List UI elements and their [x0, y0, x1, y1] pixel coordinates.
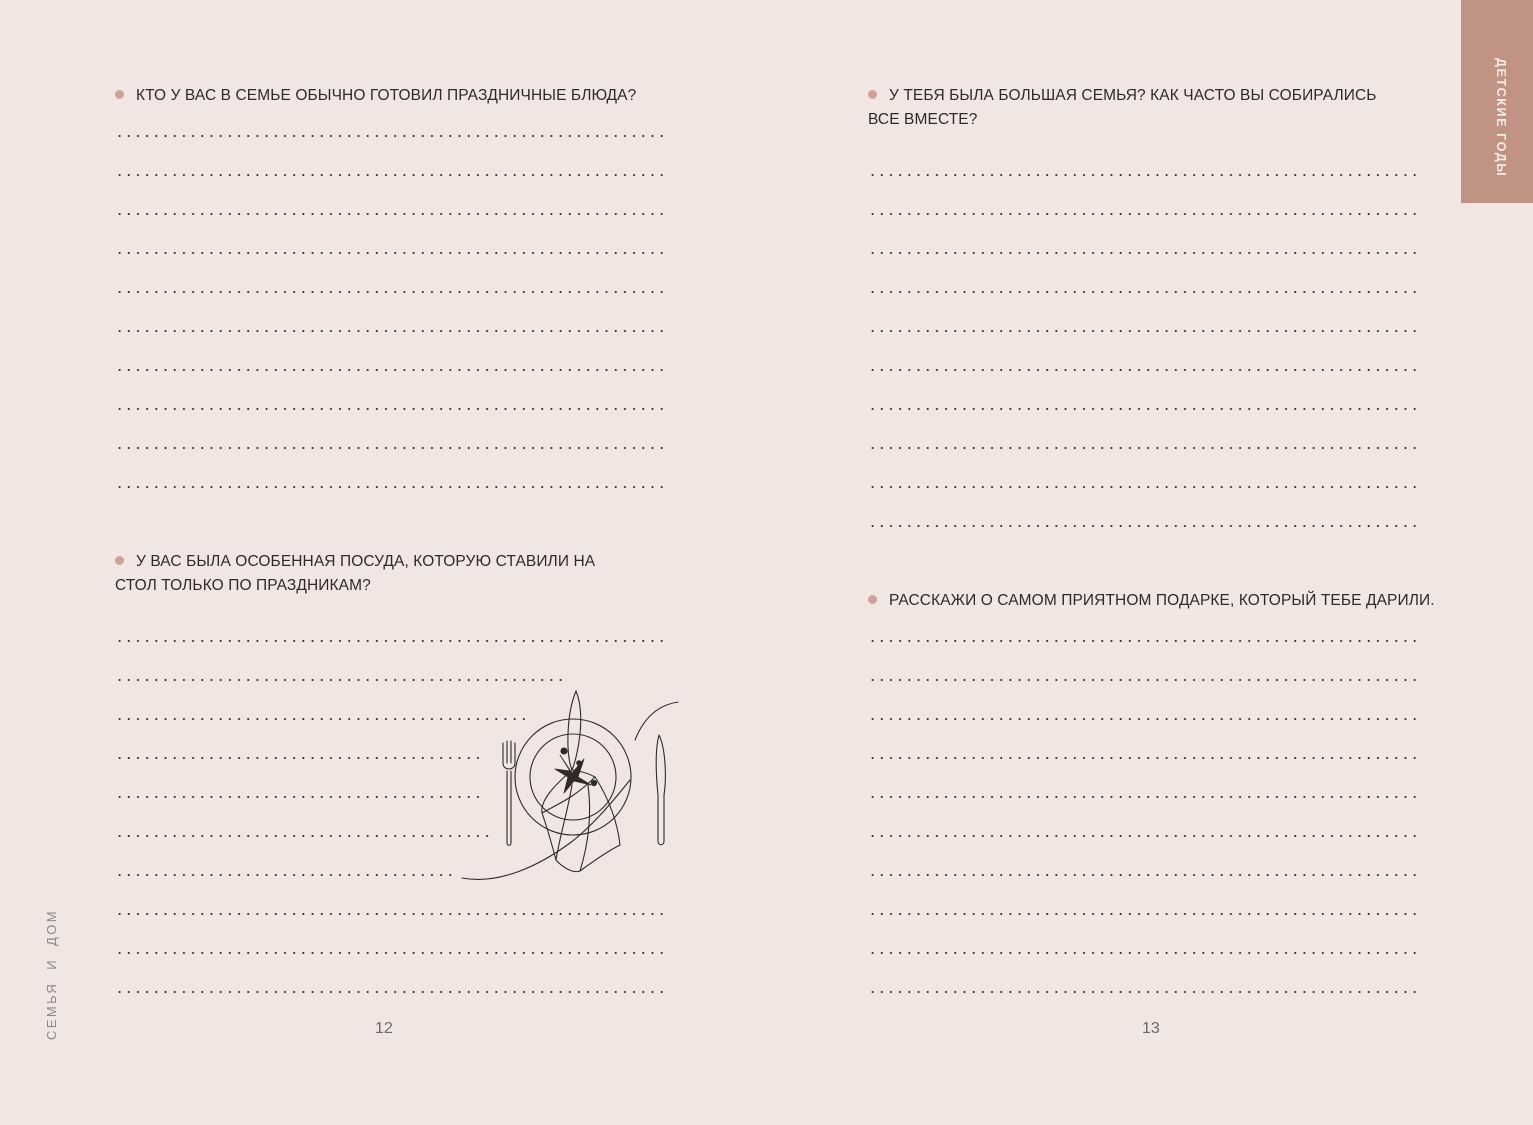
answer-line[interactable]: [868, 408, 1421, 410]
answer-line[interactable]: [115, 679, 567, 681]
question-4: [868, 589, 1468, 613]
answer-line[interactable]: [868, 291, 1421, 293]
answer-line[interactable]: [868, 718, 1421, 720]
question-2: [115, 550, 635, 598]
answer-line[interactable]: [115, 640, 668, 642]
answer-line[interactable]: [115, 369, 668, 371]
question-text: У ТЕБЯ БЫЛА БОЛЬШАЯ СЕМЬЯ? КАК ЧАСТО ВЫ СОБИРАЛИСЬ ВСЕ ВМЕСТЕ?: [868, 87, 1377, 128]
answer-line[interactable]: [868, 486, 1421, 488]
answer-line[interactable]: [115, 213, 668, 215]
answer-line[interactable]: [868, 757, 1421, 759]
answer-line[interactable]: [868, 835, 1421, 837]
bullet-icon: [868, 595, 877, 604]
chapter-tab-label: ДЕТСКИЕ ГОДЫ: [1494, 58, 1508, 178]
question-1: [115, 84, 675, 108]
answer-line[interactable]: [115, 291, 668, 293]
answer-line[interactable]: [115, 835, 493, 837]
answer-line[interactable]: [868, 525, 1421, 527]
bullet-icon: [868, 90, 877, 99]
page-number: 12: [375, 1020, 393, 1037]
answer-line[interactable]: [115, 486, 668, 488]
answer-line[interactable]: [115, 135, 668, 137]
answer-line[interactable]: [868, 447, 1421, 449]
bullet-icon: [115, 90, 124, 99]
answer-line[interactable]: [115, 408, 668, 410]
answer-line[interactable]: [868, 174, 1421, 176]
answer-line[interactable]: [115, 330, 668, 332]
answer-line[interactable]: [115, 447, 668, 449]
answer-line[interactable]: [115, 174, 668, 176]
bullet-icon: [115, 556, 124, 565]
table-setting-icon: [460, 685, 685, 885]
answer-line[interactable]: [868, 796, 1421, 798]
answer-line[interactable]: [868, 252, 1421, 254]
answer-line[interactable]: [868, 213, 1421, 215]
answer-line[interactable]: [115, 757, 485, 759]
answer-line[interactable]: [868, 991, 1421, 993]
answer-line[interactable]: [868, 952, 1421, 954]
section-label: СЕМЬЯ И ДОМ: [44, 909, 59, 1040]
answer-line[interactable]: [115, 796, 485, 798]
chapter-tab[interactable]: [1461, 0, 1533, 203]
question-text: КТО У ВАС В СЕМЬЕ ОБЫЧНО ГОТОВИЛ ПРАЗДНИЧНЫЕ БЛЮДА?: [136, 87, 637, 104]
page-number: 13: [1142, 1020, 1160, 1037]
question-text: У ВАС БЫЛА ОСОБЕННАЯ ПОСУДА, КОТОРУЮ СТАВИЛИ НА СТОЛ ТОЛЬКО ПО ПРАЗДНИКАМ?: [115, 553, 596, 594]
answer-line[interactable]: [115, 991, 668, 993]
answer-line[interactable]: [868, 679, 1421, 681]
answer-line[interactable]: [868, 330, 1421, 332]
right-page: [766, 0, 1533, 1125]
answer-line[interactable]: [868, 913, 1421, 915]
answer-line[interactable]: [115, 952, 668, 954]
question-3: [868, 84, 1388, 132]
question-text: РАССКАЖИ О САМОМ ПРИЯТНОМ ПОДАРКЕ, КОТОРЫЙ ТЕБЕ ДАРИЛИ.: [889, 592, 1435, 609]
answer-line[interactable]: [115, 874, 455, 876]
left-page: [0, 0, 766, 1125]
answer-line[interactable]: [868, 874, 1421, 876]
answer-line[interactable]: [115, 913, 668, 915]
answer-line[interactable]: [115, 252, 668, 254]
answer-line[interactable]: [868, 640, 1421, 642]
answer-line[interactable]: [868, 369, 1421, 371]
